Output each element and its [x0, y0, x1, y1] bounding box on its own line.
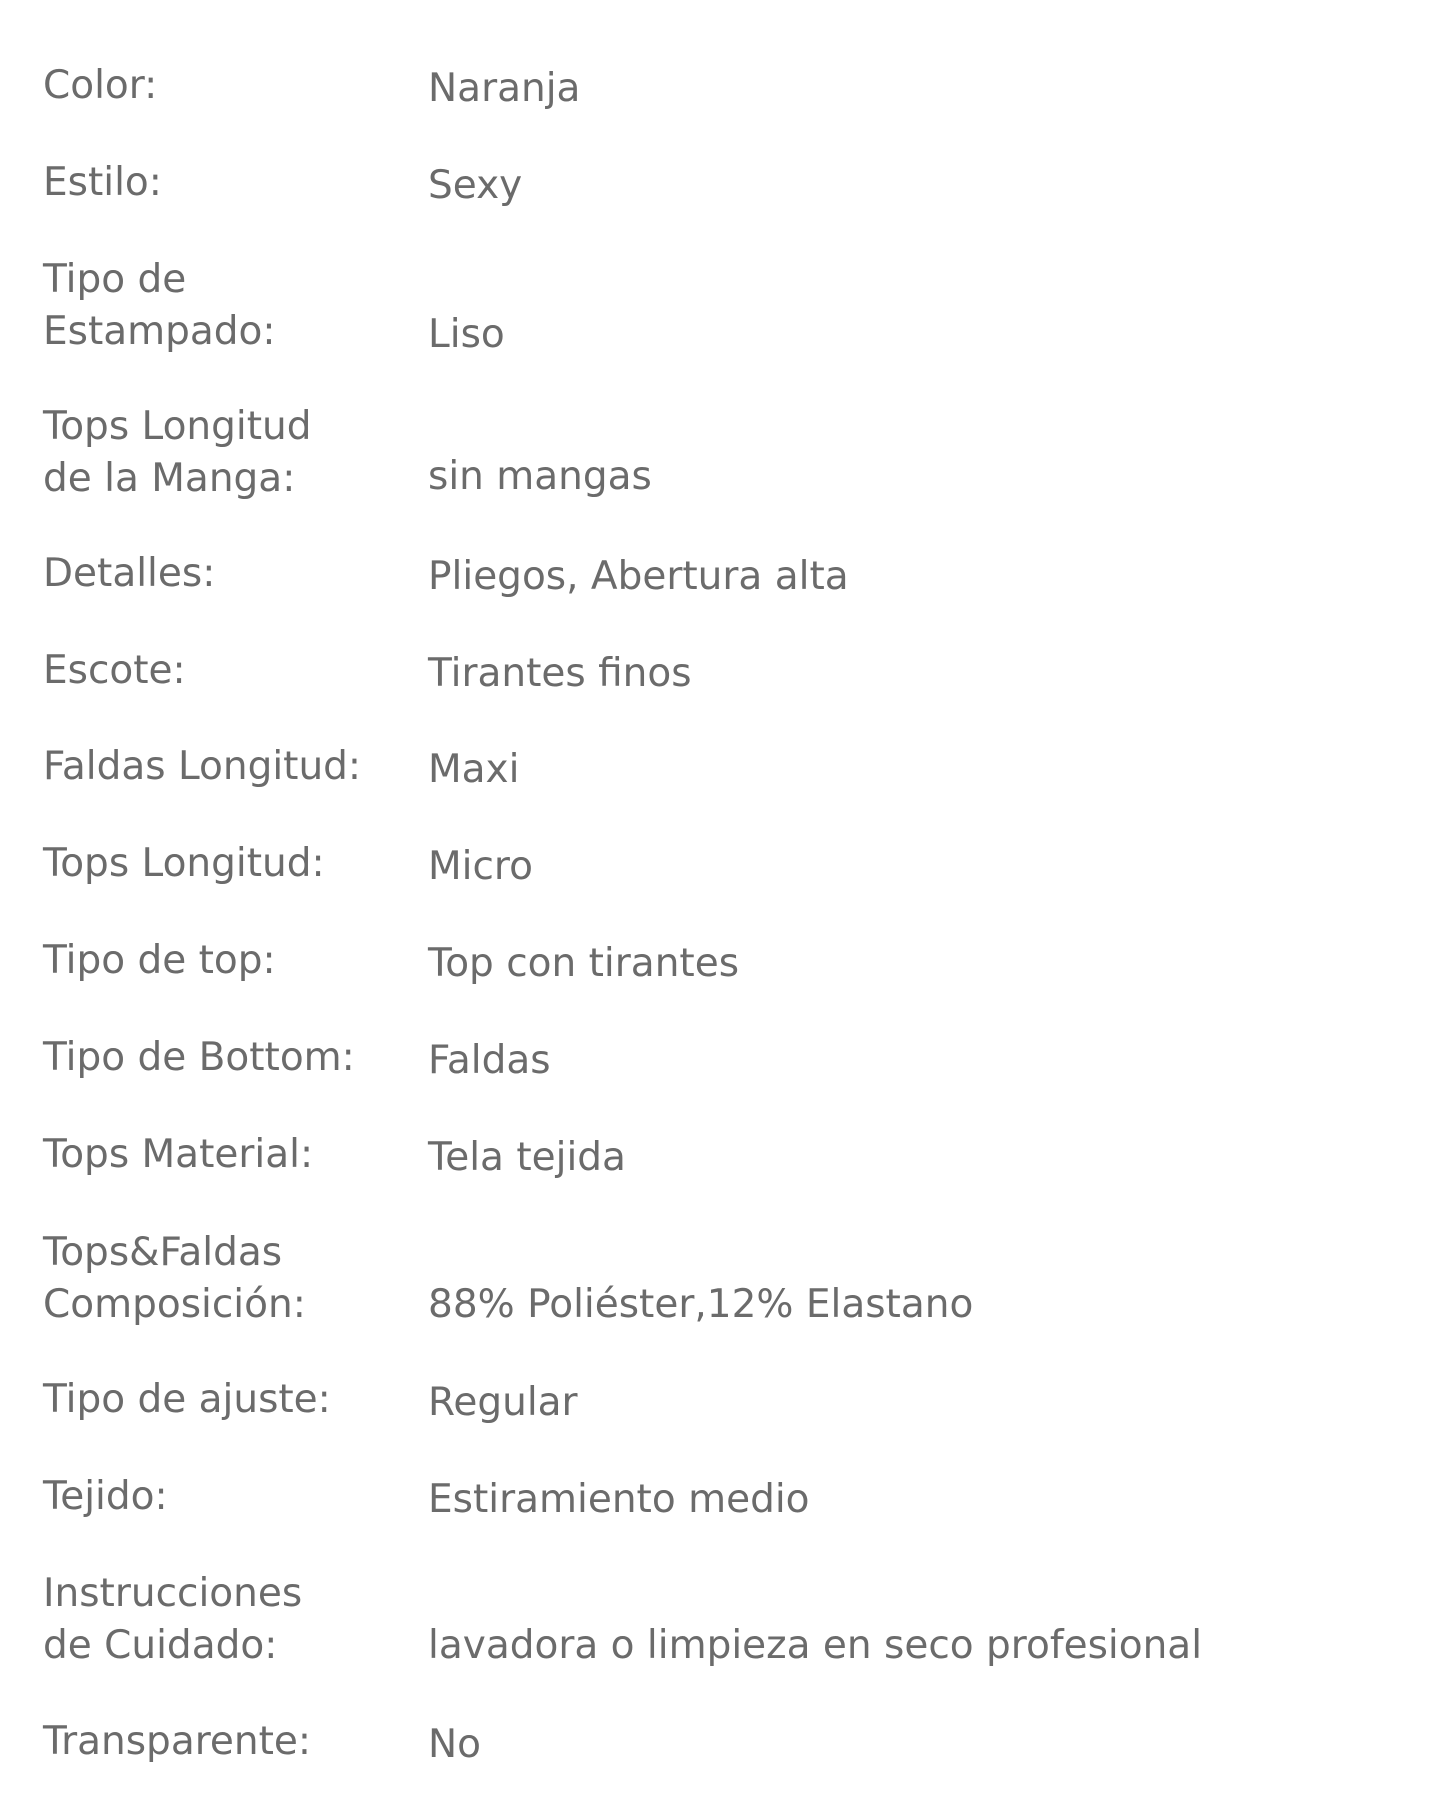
spec-value: No [428, 1722, 482, 1767]
spec-label: Tipo de ajuste: [43, 1377, 331, 1422]
spec-row-color [0, 60, 1440, 112]
spec-value: Regular [428, 1380, 578, 1425]
spec-value: Top con tirantes [428, 941, 740, 986]
spec-label: Tipo de Bottom: [43, 1035, 355, 1080]
spec-label: Tops Longitud de la Manga: [43, 404, 312, 501]
spec-value: 88% Poliéster,12% Elastano [428, 1282, 974, 1327]
spec-value: Sexy [428, 163, 523, 208]
spec-row-tipo-de-ajuste [0, 1374, 1440, 1426]
spec-row-tipo-de-top [0, 935, 1440, 987]
spec-label: Tejido: [43, 1474, 168, 1519]
spec-row-instrucciones-cuidado [0, 1568, 1440, 1672]
spec-label: Tipo de top: [43, 938, 276, 983]
spec-row-faldas-longitud [0, 741, 1440, 793]
spec-label: Detalles: [43, 551, 216, 596]
spec-row-detalles [0, 548, 1440, 600]
spec-value: Maxi [428, 747, 520, 792]
spec-value: sin mangas [428, 454, 652, 499]
spec-row-composicion [0, 1227, 1440, 1331]
spec-value: Pliegos, Abertura alta [428, 554, 849, 599]
spec-value: Faldas [428, 1038, 551, 1083]
spec-row-escote [0, 645, 1440, 697]
spec-label: Tops Material: [43, 1132, 314, 1177]
spec-label: Tops Longitud: [43, 841, 325, 886]
spec-row-tops-material [0, 1129, 1440, 1181]
spec-row-tops-longitud [0, 838, 1440, 890]
spec-value: Micro [428, 844, 533, 889]
spec-value: Naranja [428, 66, 581, 111]
spec-label: Escote: [43, 648, 186, 693]
spec-value: lavadora o limpieza en seco profesional [428, 1623, 1203, 1668]
spec-row-tipo-de-estampado [0, 254, 1440, 358]
spec-value: Estiramiento medio [428, 1477, 810, 1522]
spec-label: Estilo: [43, 160, 162, 205]
spec-label: Transparente: [43, 1719, 312, 1764]
spec-label: Instrucciones de Cuidado: [43, 1571, 303, 1668]
spec-label: Tipo de Estampado: [43, 257, 276, 354]
spec-value: Tirantes finos [428, 651, 692, 696]
spec-value: Liso [428, 312, 505, 357]
spec-row-tipo-de-bottom [0, 1032, 1440, 1084]
spec-row-tejido [0, 1471, 1440, 1523]
spec-label: Tops&Faldas Composición: [43, 1230, 306, 1327]
spec-label: Color: [43, 63, 158, 108]
spec-row-tops-longitud-manga [0, 401, 1440, 505]
spec-value: Tela tejida [428, 1135, 626, 1180]
spec-label: Faldas Longitud: [43, 744, 362, 789]
spec-row-estilo [0, 157, 1440, 209]
spec-row-transparente [0, 1716, 1440, 1768]
